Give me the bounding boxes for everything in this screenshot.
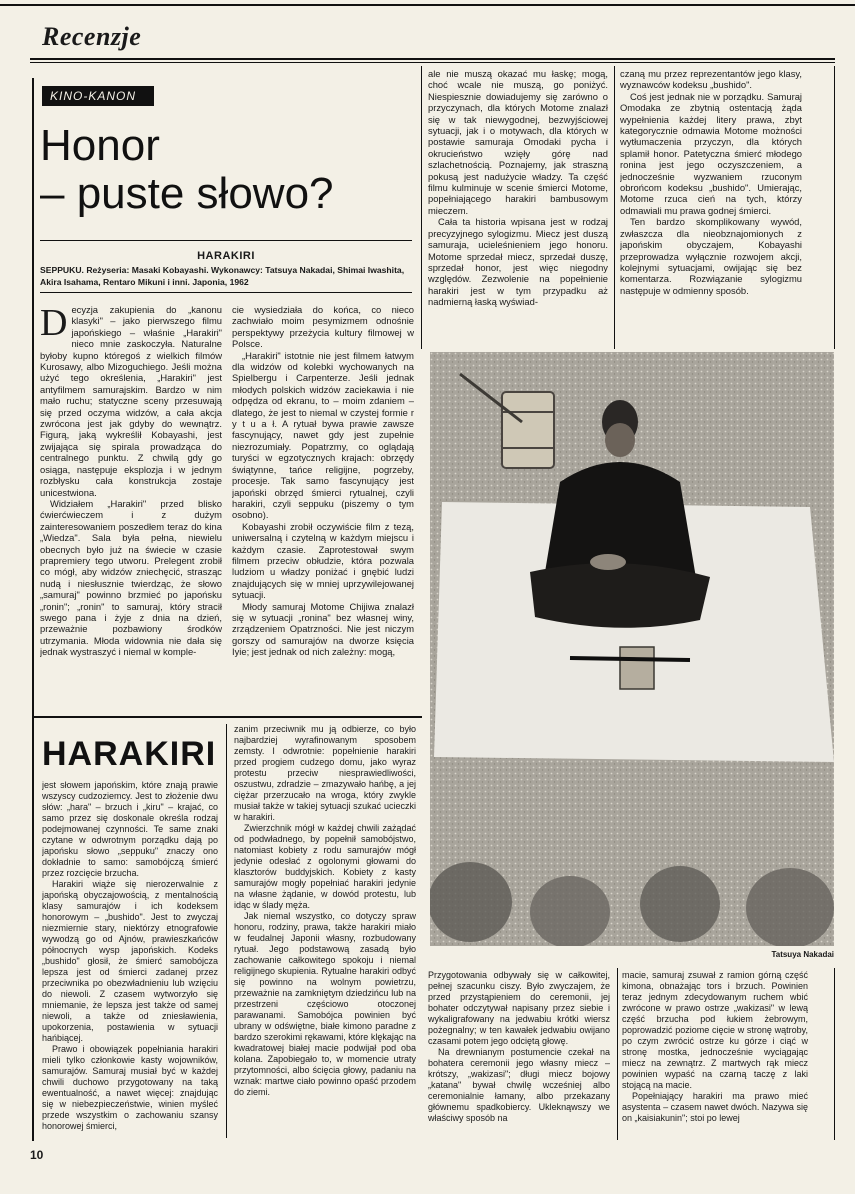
article-column-4 <box>620 68 802 344</box>
paragraph: Coś jest jednak nie w porządku. Samuraj Omodaka ze zbytnią ostentacją żąda wypełnienia każdej litery prawa, zbyt kategorycznie odmawia Motome możności wytłumaczenia przyczyn, dla których splamił honor. Patetyczna śmierć młodego ronina jest jego oczyszczeniem, a jednocześnie wyzwaniem rzuconym obrońcom kodeksu „bushido". Umierając, Motome rzuca cień na tych, którzy odmawiali mu prawa godnej śmierci. <box>620 90 802 216</box>
sidebar-column-1 <box>42 780 218 1140</box>
top-border <box>0 4 855 6</box>
paragraph: czaną mu przez reprezentantów jego klasy, wyznawców kodeksu „bushido". <box>620 68 802 91</box>
sidebar-column-3 <box>428 970 610 1140</box>
sidebar-left-rule <box>32 716 34 1141</box>
paragraph: macie, samuraj zsuwał z ramion górną część kimona, obnażając tors i brzuch. Powinien teraz jednym zdecydowanym ruchem wbić zwrócone w prawo ostrze „wakizasi" w lewą część brzucha pod łukiem żebrowym, poprowadzić poziome cięcie w stronę wątroby, po czym zwrócić ostrze ku górze i ciąć w stronę mostka, jednocześnie wyciągając miecz na zewnątrz. Z martwych rąk miecz powinien wypaść na czarną taczę z laki stojącą na macie. <box>622 970 808 1090</box>
article-column-1 <box>40 304 222 700</box>
paragraph: „Harakiri" istotnie nie jest filmem łatwym dla widzów od kolebki wychowanych na Spielbergu i Carpenterze. Jeśli jednak młodych polskich widzów zaciekawia i nie odpędza od ekranu, to – moim zdaniem – dlatego, że jest to niemal w czystej formie r y t u a ł. A rytuał bywa prawie zawsze fascynujący, nawet gdy jest zupełnie niezrozumiały. Popatrzmy, co oglądają turyści w egzotycznych krajach: obrzędy świątynne, tańce religijne, pogrzeby, procesje. Tak samo fascynujący jest japoński obrzęd śmierci rytualnej, czyli harakiri, czyli seppuku (piszemy o tym osobno). <box>232 349 414 521</box>
sidebar-column-2 <box>234 724 416 1140</box>
paragraph: jest słowem japońskim, które znają prawie wszyscy cudzoziemcy. Jest to złożenie dwu słów: „hara" – brzuch i „kiru" – krajać, co samo przez się doskonale określa rodzaj podejmowanej czynności. Te same znaki czytane w odwrotnym porządku dają po japońsku słowo „seppuku" znaczy ono dokładnie to samo: samobójczą śmierć przez rozcięcie brzucha. <box>42 780 218 878</box>
article-headline <box>40 122 334 218</box>
film-credits: SEPPUKU. Reżyseria: Masaki Kobayashi. Wykonawcy: Tatsuya Nakadai, Shimai Iwashita, Akira Isahama, Rentaro Mikuni i inni. Japonia, 1962 <box>40 265 405 287</box>
film-still-photo <box>430 352 834 946</box>
headline-line-2: – puste słowo? <box>40 169 334 218</box>
header-rule-thin <box>30 62 835 63</box>
article-column-3 <box>428 68 608 344</box>
title-rule <box>40 240 412 241</box>
paragraph: Przygotowania odbywały się w całkowitej, pełnej szacunku ciszy. Było zwyczajem, że przed przystąpieniem do ceremonii, jej bohater odczytywał napisany przez siebie i wykaligrafowany na jedwabiu krótki wiersz pożegnalny; w ten kawałek jedwabiu owijano czasami potem jego odciętą głowę. <box>428 970 610 1046</box>
header-rule <box>30 58 835 60</box>
sidebar-right-rule <box>834 968 835 1140</box>
paragraph: Popełniający harakiri ma prawo mieć asystenta – czasem nawet dwóch. Nazywa się on „kaisiakunin"; stoi po lewej <box>622 1091 808 1123</box>
drop-cap: D <box>40 304 68 344</box>
paragraph: cie wysiedziała do końca, co nieco zachwiało moim pesymizmem odnośnie perspektywy przeżycia kultury filmowej w Polsce. <box>232 304 414 350</box>
paragraph: Jak niemal wszystko, co dotyczy spraw honoru, rodziny, prawa, także harakiri miało w feudalnej Japonii własny, rozbudowany rytuał. Jego podstawową zasadą było zachowanie całkowitego spokoju i niemal religijnego skupienia. Rytualne harakiri odbyć się powinno na wolnym powietrzu, przeważnie na zamkniętym dziedzińcu lub na przestrzeni częściowo otoczonej parawanami. Samobójca powinien być ubrany w odświętne, białe kimono paradne z bardzo szerokimi rękawami, które klękając na kwadratowej białej macie podwijał pod oba kolana. Zapobiegało to, w momencie utraty przytomności, albo ścięcia głowy, padaniu na wznak: martwe ciało powinno opaść przodem do ziemi. <box>234 911 416 1097</box>
column-divider <box>421 66 422 349</box>
photo-credit: Tatsuya Nakadai <box>771 950 834 959</box>
column-divider <box>614 66 615 349</box>
paragraph: Kobayashi zrobił oczywiście film z tezą, uniwersalną i czytelną w każdym miejscu i każdym czasie. Zaprotestował swym filmem przeciw obłudzie, która pozwala ludziom u władzy poniżać i gnębić ludzi znajdujących się w mniej uprzywilejowanej sytuacji. <box>232 520 414 601</box>
paragraph: Prawo i obowiązek popełniania harakiri mieli tylko członkowie kasty wojowników, samurajów. Samuraj musiał być w każdej chwili duchowo przygotowany na taką ewentualność, a nawet więcej: znajdując się w niebezpieczeństwie, winien myśleć przede wszystkim o zachowaniu szansy honorowej śmierci, <box>42 1044 218 1131</box>
sidebar-top-rule <box>34 716 422 718</box>
sidebar-column-divider <box>226 724 227 1138</box>
paragraph: Zwierzchnik mógł w każdej chwili zażądać od podwładnego, by popełnił samobójstwo, natomiast kobiety z rodu samurajów mógł jedynie odesłać z ogolonymi głowami do klasztorów buddyjskich. Kobiety z kasty samurajów mogły popełniać harakiri jedynie na własne żądanie, w dowód protestu, lub idąc w ślady męża. <box>234 823 416 910</box>
sidebar-column-4 <box>622 970 808 1140</box>
page-number: 10 <box>30 1148 44 1162</box>
left-margin-rule <box>32 78 34 718</box>
right-margin-rule <box>834 66 835 349</box>
paragraph: Młody samuraj Motome Chijiwa znalazł się w sytuacji „ronina" bez własnej winy, zrządzeniem Opatrzności. Nie jest niczym gorszy od samurajów na dworze księcia Iyie; jest jednak od nich zależny: mogą, <box>232 600 414 658</box>
paragraph: Decyzja zakupienia do „kanonu klasyki" – jako pierwszego filmu japońskiego – właśnie „Harakiri" nieco mnie zaskoczyła. Naturalne byłoby kupno któregoś z wielkich filmów Kurosawy, albo Mizoguchiego. Jeśli można użyć tego określenia, „Harakiri" jest antyfilmem samurajskim. Bardzo w nim mało ruchu; statyczne sceny przesuwają się przed oczyma widzów, a cała akcja zwrócona jest jak gdyby do wewnątrz. Figurą, jaką wykreślił Kobayashi, jest zwijająca się spirala prowadząca do centralnego punktu. Z chwilą gdy go osiąga, następuje eksplozja i w jednym rozbłysku cała konstrukcja zostaje unicestwiona. <box>40 304 222 498</box>
paragraph: Na drewnianym postumencie czekał na bohatera ceremonii jego własny miecz – krótszy, „wakizasi"; długi miecz bojowy „katana" bywał chwilę wcześniej albo ceremonialnie łamany, albo przekazany głównemu spadkobiercy. Ukleknąwszy we właściwy sposób na <box>428 1047 610 1123</box>
paragraph: Harakiri wiąże się nierozerwalnie z japońską obyczajowością, z mentalnością klasy samurajów i ich kodeksem honorowym – „bushido". Jest to zwyczaj niezmiernie stary, niektórzy etnografowie wywodzą go od Ajnów, prawieszkańców północnych wysp japońskich. Kodeks „bushido" głosił, że śmierć samobójcza lepsza jest od śmierci zadanej przez przeciwnika po obezwładnieniu lub wzięciu do niewoli. Z czasem wytworzyło się mniemanie, że lepsza jest także od samej niewoli, a także od zniesławienia, upokorzenia, postawienia w sytuacji hańbiącej. <box>42 879 218 1043</box>
paragraph: Widziałem „Harakiri" przed blisko ćwierćwieczem i z dużym zainteresowaniem poszedłem teraz do kina „Wiedza". Sala była pełna, niewielu obecnych było już na świecie w czasie prapremiery tego utworu. Prelegent zrobił co mógł, aby widzów zniechęcić, strasząc nudą i niesłusznie twierdząc, że słowo „samuraj" powinno brzmieć po japońsku „ronin"; „ronin" to samuraj, który stracił swego pana i żyje z dnia na dzień, przeważnie pozbawiony środków utrzymania. Młoda widownia nie dała się jednak wystraszyć i niemal w komple- <box>40 497 222 658</box>
credits-rule <box>40 292 412 293</box>
sidebar-column-divider <box>617 968 618 1140</box>
kicker-label: KINO-KANON <box>42 86 154 106</box>
photo-still-icon <box>430 352 834 946</box>
paragraph: zanim przeciwnik mu ją odbierze, co było najbardziej wyrafinowanym sposobem zemsty. I odwrotnie: popełnienie harakiri przed progiem cudzego domu, jako wyraz protestu przeciw niesprawiedliwości, oszustwu, zdradzie – zmazywało hańbę, a jej ciężar przerzucało na wroga, który zwykle musiał także w takiej sytuacji szukać ucieczki w harakiri. <box>234 724 416 822</box>
sidebar-heading: HARAKIRI <box>42 735 217 773</box>
section-name: Recenzje <box>42 22 142 51</box>
headline-line-1: Honor <box>40 121 160 170</box>
paragraph: ale nie muszą okazać mu łaskę; mogą, choć wcale nie muszą, go poniżyć. Niespiesznie dowiadujemy się zarówno o przyczynach, dla których Motome znalazł się w tak niewygodnej, bezwyjściowej sytuacji, jak i o motywach, dla których w postawie samuraja Omodaki pycha i okrucieństwo wzięły górę nad szlachetnością. Poznajemy, jak straszną pokusą jest nadużycie władzy. Ta część filmu kulminuje w scenie śmierci Motome, popełniającego harakiri bambusowym mieczem. <box>428 68 608 216</box>
film-title: HARAKIRI <box>197 250 255 262</box>
paragraph: Cała ta historia wpisana jest w rodzaj precyzyjnego sylogizmu. Miecz jest duszą samuraja, ucieleśnieniem jego honoru. Motome sprzedał miecz, sprzedał duszę, sprzedał honor, jest więc niegodny względów. Zezwolenie na popełnienie harakiri jest w tym przypadku aż nadmierną łaską wyświad- <box>428 216 608 308</box>
paragraph: Ten bardzo skomplikowany wywód, zwłaszcza dla nieobznajomionych z japońskim obyczajem, Kobayashi przeprowadza wyłącznie rozwojem akcji, kolejnymi sytuacjami, owijając się bez komentarza. Rozwiązanie sylogizmu następuje w odmienny sposób. <box>620 216 802 296</box>
article-column-2 <box>232 304 414 700</box>
